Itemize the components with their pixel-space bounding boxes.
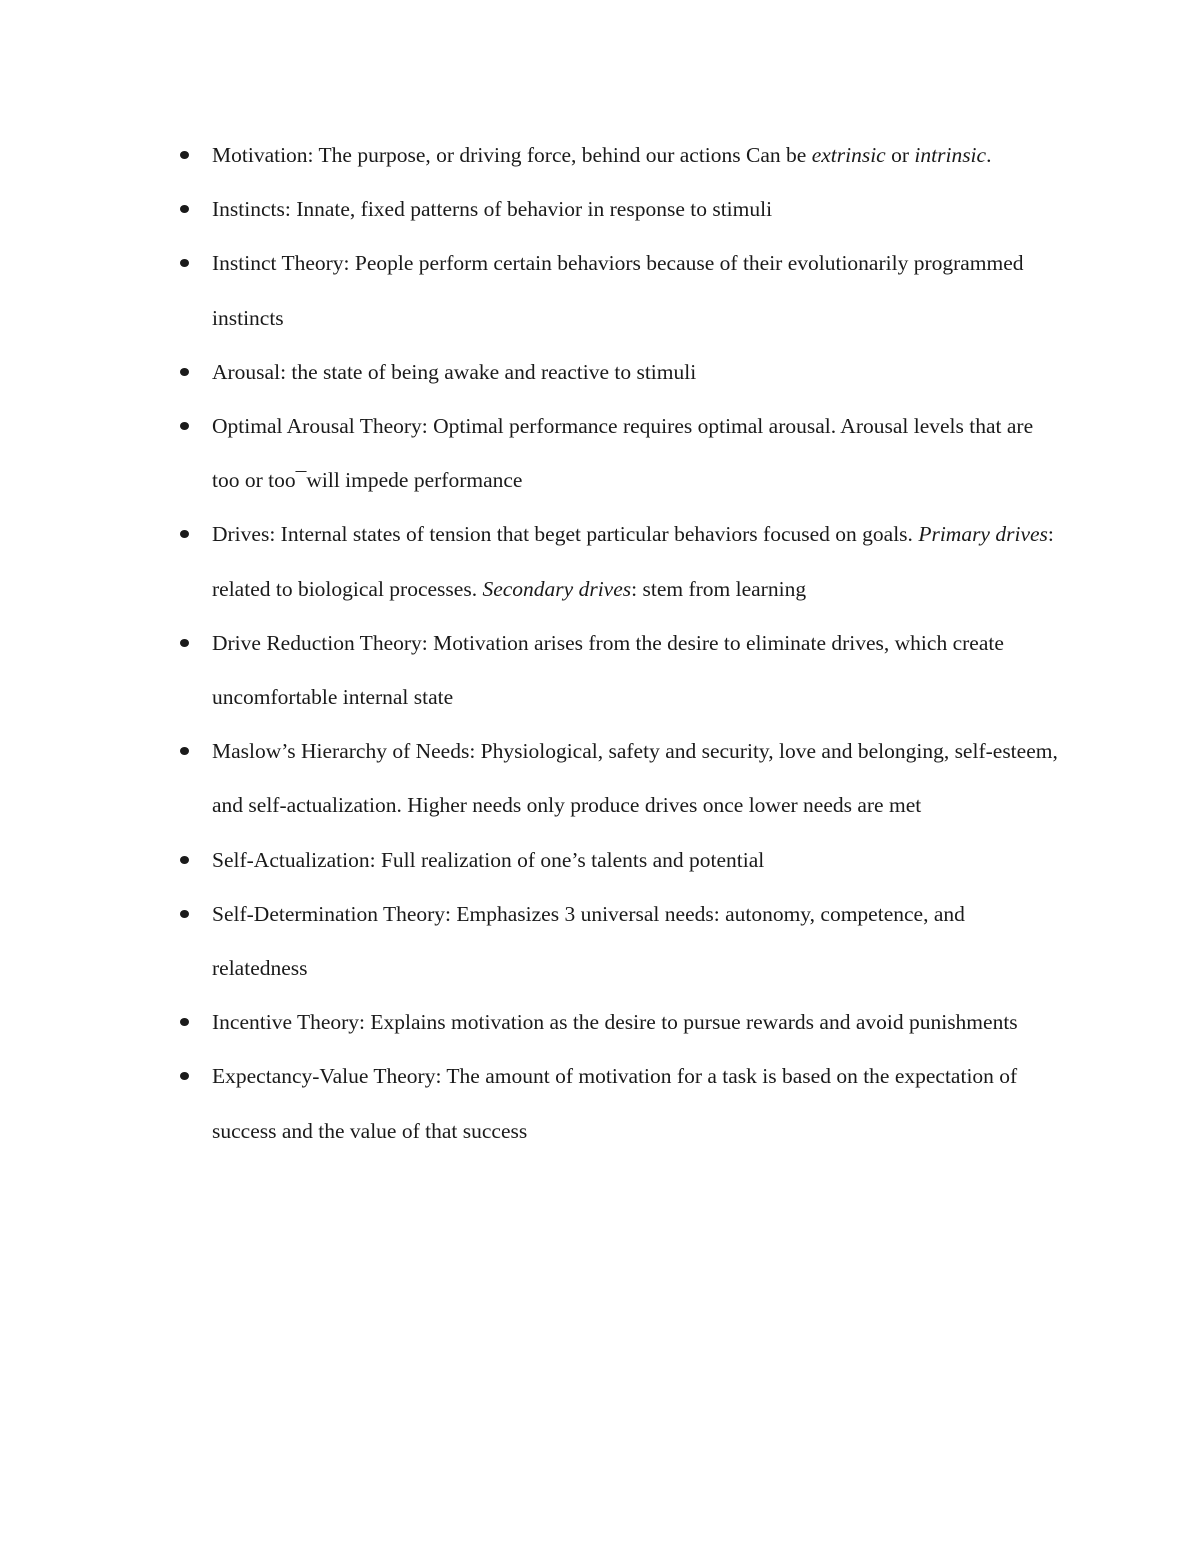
bullet-icon: [180, 1072, 189, 1080]
bullet-icon: [180, 747, 189, 755]
list-item: [212, 1049, 1062, 1157]
list-item-text: Drive Reduction Theory: Motivation arises from the desire to eliminate drives, which create uncomfortable internal state: [212, 630, 1004, 710]
list-item: [212, 236, 1062, 344]
list-item: [212, 616, 1062, 724]
list-item: [212, 887, 1062, 995]
bullet-icon: [180, 1018, 189, 1026]
list-item-text: Maslow’s Hierarchy of Needs: Physiological, safety and security, love and belonging, self-esteem, and self-actualization. Higher needs only produce drives once lower needs are met: [212, 739, 1058, 818]
list-item: [212, 995, 1062, 1049]
bullet-icon: [180, 910, 189, 918]
bullet-icon: [180, 856, 189, 864]
bullet-icon: [180, 530, 189, 538]
list-item: [212, 345, 1062, 399]
list-item-text: : stem from learning: [631, 576, 807, 601]
bullet-icon: [180, 259, 189, 267]
list-item: [212, 724, 1062, 832]
list-item-text: Arousal: the state of being awake and reactive to stimuli: [212, 359, 697, 384]
italic-term: Primary drives: [918, 522, 1048, 547]
list-item-text: Self-Actualization: Full realization of one’s talents and potential: [212, 847, 765, 872]
list-item-text: Incentive Theory: Explains motivation as the desire to pursue rewards and avoid punishments: [212, 1010, 1018, 1035]
list-item: [212, 833, 1062, 887]
bullet-icon: [180, 639, 189, 647]
list-item-text: Drives: Internal states of tension that beget particular behaviors focused on goals.: [212, 522, 919, 547]
list-item: [212, 128, 1062, 182]
list-item-text: or: [885, 143, 915, 167]
bullet-icon: [180, 205, 189, 213]
list-item-text: Self-Determination Theory: Emphasizes 3 universal needs: autonomy, competence, and relatedness: [212, 901, 965, 981]
bullet-icon: [180, 368, 189, 376]
list-item-text: Optimal Arousal Theory: Optimal performance requires optimal arousal. Arousal levels that are too or too¯will impede performance: [212, 414, 1034, 493]
italic-term: Secondary drives: [482, 576, 632, 601]
bullet-icon: [180, 422, 189, 430]
italic-term: intrinsic: [914, 143, 987, 167]
list-item: [212, 182, 1062, 236]
list-item: [212, 399, 1062, 507]
bullet-list: [212, 128, 1062, 1158]
list-item-text: Instincts: Innate, fixed patterns of behavior in response to stimuli: [212, 197, 773, 222]
bullet-icon: [180, 151, 189, 159]
list-item-text: Motivation: The purpose, or driving force, behind our actions Can be: [212, 143, 812, 167]
list-item: [212, 507, 1062, 615]
list-item-text: Expectancy-Value Theory: The amount of motivation for a task is based on the expectation of success and the value of that success: [212, 1064, 1018, 1143]
italic-term: extrinsic: [811, 143, 886, 167]
list-item-text: Instinct Theory: People perform certain behaviors because of their evolutionarily programmed instincts: [212, 251, 1024, 330]
list-item-text: : related to biological processes.: [212, 522, 1054, 601]
list-item-text: .: [986, 143, 992, 167]
